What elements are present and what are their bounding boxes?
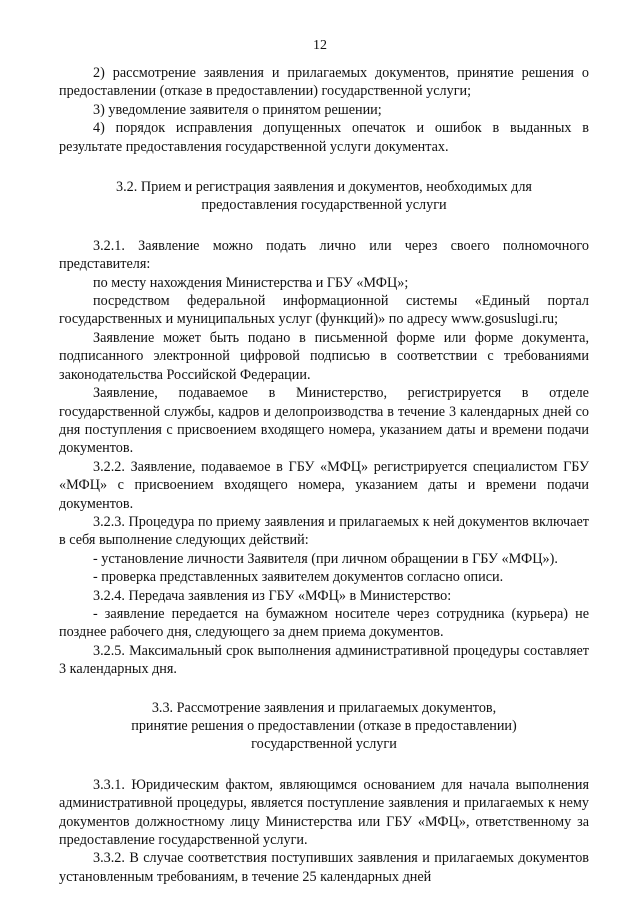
list-dash-2: - проверка представленных заявителем документов согласно описи.	[93, 569, 504, 586]
paragraph-3-3-2: 3.3.2. В случае соответствия поступивших заявления и прилагаемых документов установленным требованиям, в течение 25 календарных дней	[59, 850, 589, 885]
list-item-4: 4) порядок исправления допущенных опечаток и ошибок в выданных в результате предоставления государственной услуги документах.	[59, 120, 589, 155]
section-3-2-heading-line2: предоставления государственной услуги	[201, 197, 447, 214]
document-body	[59, 64, 589, 886]
list-dash-1: - установление личности Заявителя (при личном обращении в ГБУ «МФЦ»).	[93, 550, 558, 567]
list-item-3: 3) уведомление заявителя о принятом решении;	[93, 101, 382, 118]
paragraph-ministry: Заявление, подаваемое в Министерство, регистрируется в отделе государственной службы, кадров и делопроизводства в течение 3 календарных дней со дня поступления с присвоением входящего номера, указанием даты и времени подачи документов.	[59, 385, 589, 457]
paragraph-3-3-1: 3.3.1. Юридическим фактом, являющимся основанием для начала выполнения административной процедуры, является поступление заявления и прилагаемых к нему документов должностному лицу Министерства или ГБУ «МФЦ», ответственному за предоставление государственной услуги.	[59, 776, 589, 849]
paragraph-3-2-2: 3.2.2. Заявление, подаваемое в ГБУ «МФЦ» регистрируется специалистом ГБУ «МФЦ» с присвоением входящего номера, указанием даты и времени подачи документов.	[59, 458, 589, 512]
list-item-2: 2) рассмотрение заявления и прилагаемых документов, принятие решения о предоставлении (отказе в предоставлении) государственной услуги;	[59, 65, 589, 100]
section-3-3-heading-line1: 3.3. Рассмотрение заявления и прилагаемых документов,	[151, 699, 497, 716]
paragraph-form: Заявление может быть подано в письменной форме или форме документа, подписанного электронной цифровой подписью в соответствии с требованиями законодательства Российской Федерации.	[59, 329, 589, 383]
paragraph-3-2-1: 3.2.1. Заявление можно подать лично или через своего полномочного представителя:	[59, 237, 589, 273]
paragraph-portal: посредством федеральной информационной системы «Единый портал государственных и муниципальных услуг (функций)» по адресу www.gosuslugi.ru;	[59, 293, 589, 328]
paragraph-3-2-3: 3.2.3. Процедура по приему заявления и прилагаемых к ней документов включает в себя выполнение следующих действий:	[59, 513, 589, 549]
list-dash-3: - заявление передается на бумажном носителе через сотрудника (курьера) не позднее рабочего дня, следующего за днем приема документов.	[59, 605, 589, 641]
section-3-3-heading-line3: государственной услуги	[251, 736, 397, 753]
paragraph-3-2-4: 3.2.4. Передача заявления из ГБУ «МФЦ» в Министерство:	[93, 587, 452, 604]
page-number: 12	[313, 38, 327, 53]
paragraph-place: по месту нахождения Министерства и ГБУ «МФЦ»;	[93, 274, 409, 291]
section-3-2-heading-line1: 3.2. Прием и регистрация заявления и документов, необходимых для	[116, 179, 532, 196]
paragraph-3-2-5: 3.2.5. Максимальный срок выполнения административной процедуры составляет 3 календарных дня.	[59, 642, 589, 678]
section-3-3-heading-line2: принятие решения о предоставлении (отказе в предоставлении)	[131, 718, 517, 734]
